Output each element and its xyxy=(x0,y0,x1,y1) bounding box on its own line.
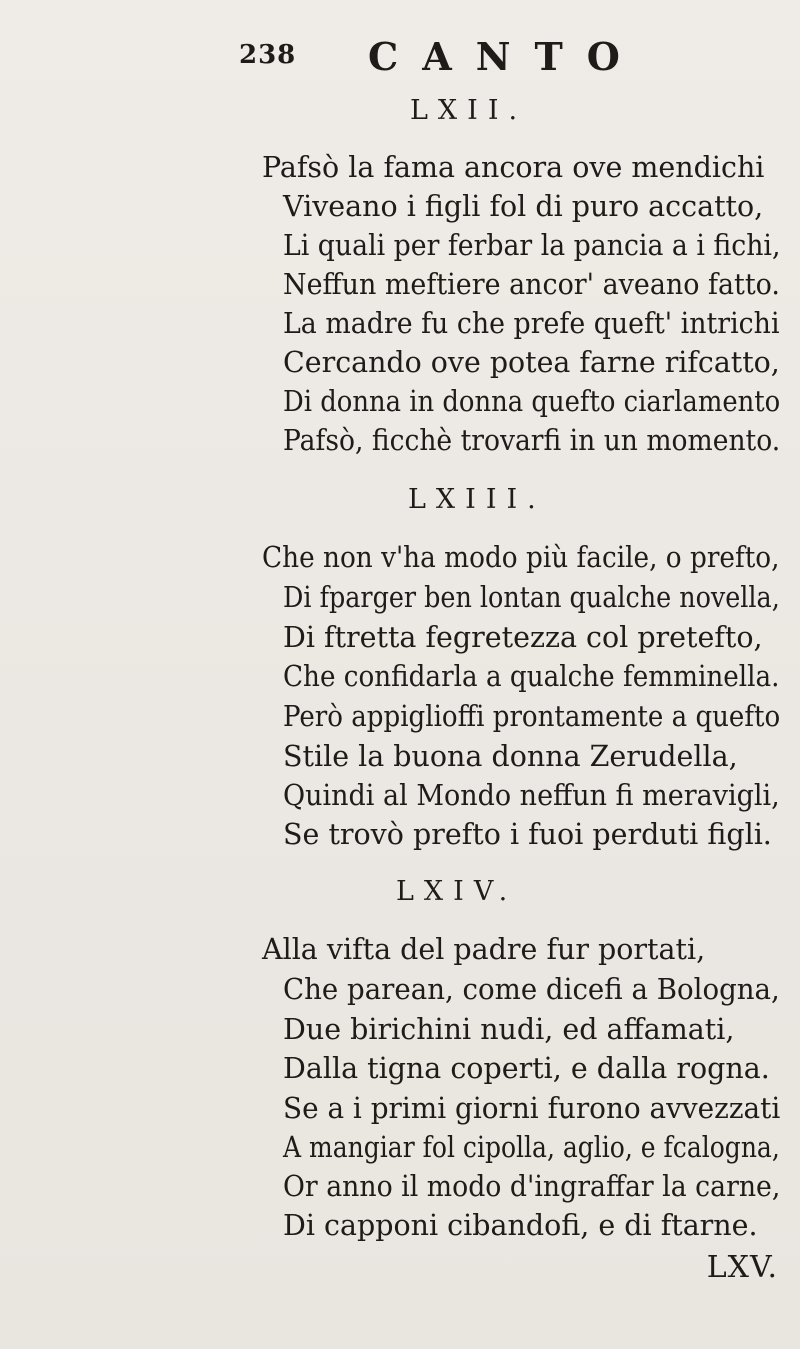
verse-line: Or anno il modo d'ingraffar la carne, xyxy=(283,1170,781,1203)
verse-line: Di capponi cibandofi, e di ftarne. xyxy=(283,1209,758,1242)
verse-line: Che confidarla a qualche femminella. xyxy=(283,660,780,693)
verse-line: Viveano i figli fol di puro accatto, xyxy=(283,190,764,223)
stanza-number: LXIV. xyxy=(396,876,518,907)
verse-line: Due birichini nudi, ed affamati, xyxy=(283,1013,735,1046)
verse-line: Se trovò prefto i fuoi perduti figli. xyxy=(283,818,772,851)
verse-line: Neffun meftiere ancor' aveano fatto. xyxy=(283,268,780,301)
stanza-number: LXIII. xyxy=(408,484,546,515)
verse-line: Cercando ove potea farne rifcatto, xyxy=(283,346,780,379)
verse-line: Di fparger ben lontan qualche novella, xyxy=(283,581,780,614)
page-number: 238 xyxy=(239,40,297,70)
catchword: LXV. xyxy=(706,1250,778,1285)
verse-line: Stile la buona donna Zerudella, xyxy=(283,740,738,773)
verse-line: Di ftretta fegretezza col pretefto, xyxy=(283,621,763,654)
verse-line: A mangiar fol cipolla, aglio, e fcalogna, xyxy=(283,1131,780,1164)
verse-line: Se a i primi giorni furono avvezzati xyxy=(283,1092,781,1125)
page-header xyxy=(0,34,800,84)
verse-line: Dalla tigna coperti, e dalla rogna. xyxy=(283,1052,770,1085)
verse-line: Pafsò, ficchè trovarfi in un momento. xyxy=(283,424,781,457)
verse-line: Quindi al Mondo neffun fi meravigli, xyxy=(283,779,780,812)
stanza-number: LXII. xyxy=(410,95,528,126)
verse-line: La madre fu che prefe queft' intrichi xyxy=(283,307,780,340)
verse-line: Li quali per ferbar la pancia a i fichi, xyxy=(283,229,781,262)
verse-line: Che non v'ha modo più facile, o prefto, xyxy=(262,541,780,574)
verse-line: Di donna in donna quefto ciarlamento xyxy=(283,385,781,418)
verse-line: Pafsò la fama ancora ove mendichi xyxy=(262,151,765,184)
running-head: CANTO xyxy=(368,34,644,79)
verse-line: Che parean, come dicefi a Bologna, xyxy=(283,973,780,1006)
verse-line: Però appiglioffi prontamente a quefto xyxy=(283,700,781,733)
verse-line: Alla vifta del padre fur portati, xyxy=(262,933,706,966)
